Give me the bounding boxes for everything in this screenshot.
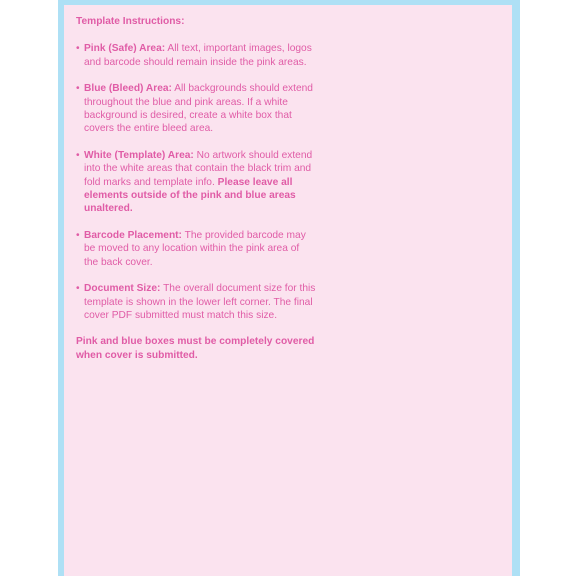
instruction-item-title: Pink (Safe) Area: [84,43,166,55]
instruction-item-title: Barcode Placement: [84,229,182,241]
instruction-item-barcode-placement [76,229,316,269]
instruction-item-title: Document Size: [84,283,161,295]
instructions-heading: Template Instructions: [76,16,185,27]
instruction-item-document-size [76,282,316,322]
instruction-item-text: The overall document size for this template is shown in the lower left corner. The final cover PDF submitted must match this size. [84,283,316,321]
bullet-icon: • [76,83,80,95]
template-instructions [76,15,316,362]
instruction-item-emphasis: Please leave all elements outside of the pink and blue areas unaltered. [84,176,296,215]
instruction-item-title: White (Template) Area: [84,149,194,161]
instruction-item-text: No artwork should extend into the white areas that contain the black trim and fold marks and template info. [84,149,313,188]
instruction-item-title: Blue (Bleed) Area: [84,83,172,95]
instruction-item-text: All text, important images, logos and barcode should remain inside the pink areas. [84,43,312,68]
bullet-icon: • [76,43,80,55]
instruction-item-template-area [76,149,316,216]
instruction-item-text: The provided barcode may be moved to any location within the pink area of the back cover. [84,229,306,268]
bullet-icon: • [76,149,80,161]
bullet-icon: • [76,283,80,295]
instruction-item-bleed-area [76,82,316,136]
instructions-footer: Pink and blue boxes must be completely covered when cover is submitted. [76,336,315,361]
instruction-item-text: All backgrounds should extend throughout the blue and pink areas. If a white background is desired, create a white box that covers the entire bleed area. [84,83,313,135]
bullet-icon: • [76,229,80,241]
instruction-item-safe-area [76,42,316,69]
